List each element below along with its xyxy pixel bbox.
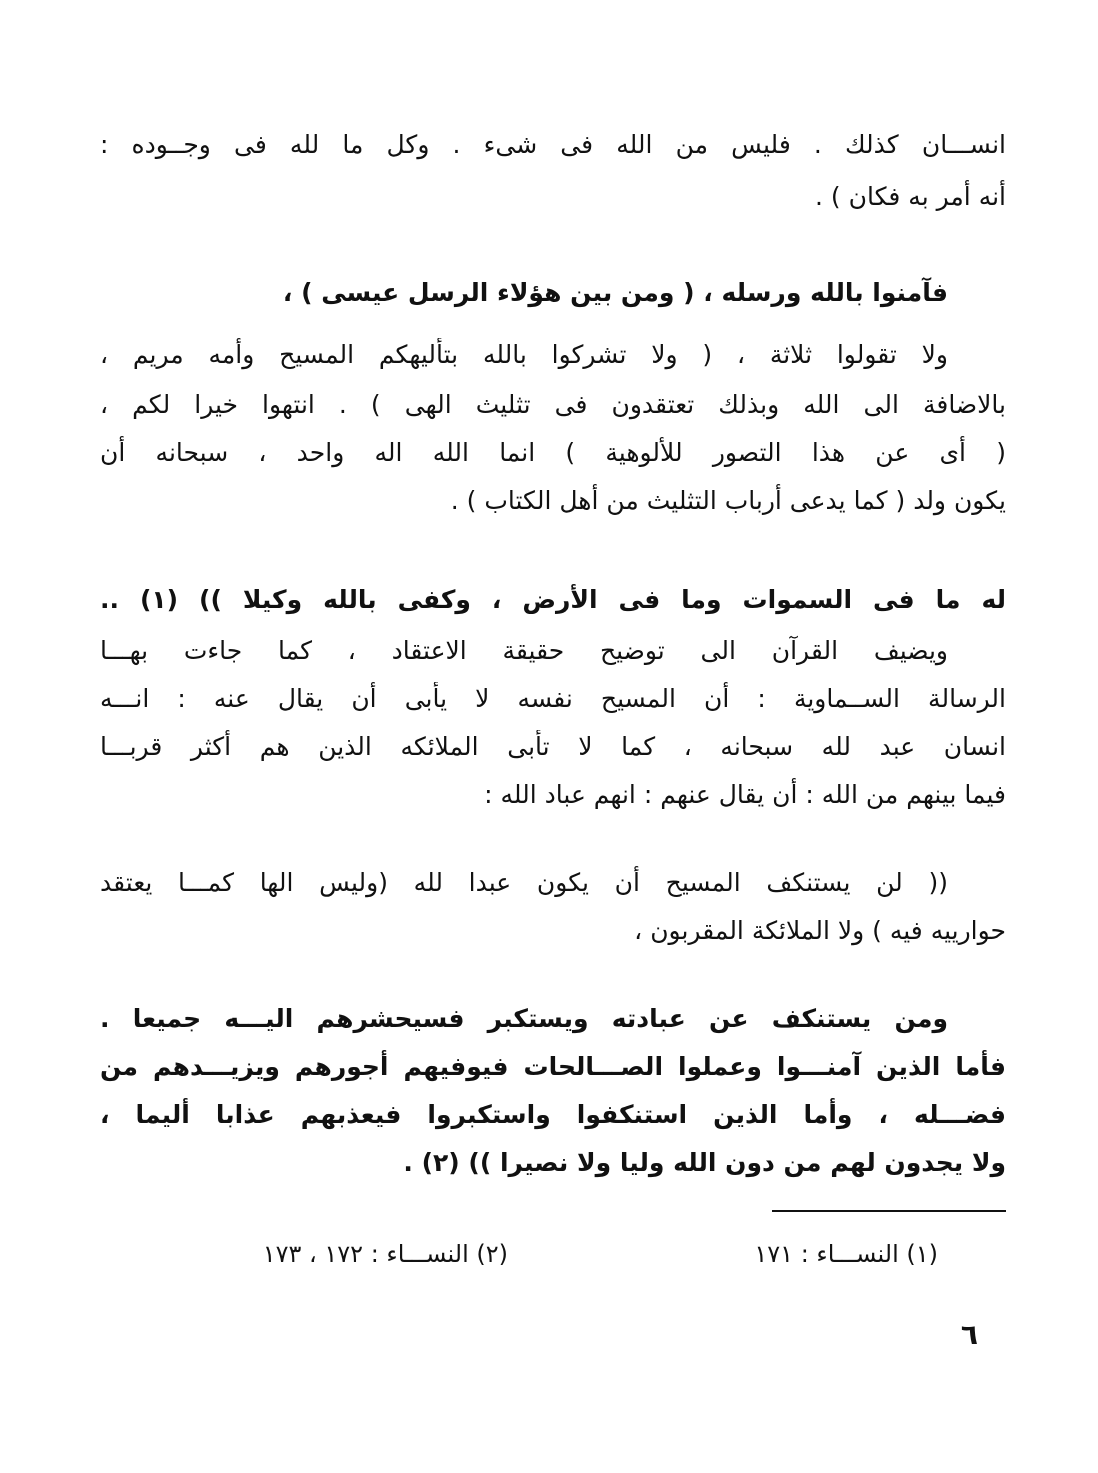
quran-verse-line: (( لن يستنكف المسيح أن يكون عبدا لله (وليس الها كمـــا يعتقد xyxy=(100,868,948,897)
footnote-2: (٢) النســـاء : ١٧٢ ، ١٧٣ xyxy=(262,1240,508,1268)
quran-verse-line: فضـــله ، وأما الذين استنكفوا واستكبروا فيعذبهم عذابا أليما ، xyxy=(100,1100,1006,1129)
page-number: ٦ xyxy=(960,1318,978,1351)
quran-verse-line: له ما فى السموات وما فى الأرض ، وكفى بالله وكيلا )) (١) .. xyxy=(100,585,1006,614)
text-line: انســـان كذلك . فليس من الله فى شىء . وكل ما لله فى وجــوده : xyxy=(100,130,1006,159)
quran-verse-line: فآمنوا بالله ورسله ، ( ومن بين هؤلاء الرسل عيسى ) ، xyxy=(282,278,948,307)
text-line: أنه أمر به فكان ) . xyxy=(815,182,1006,211)
footnote-divider xyxy=(772,1210,1006,1212)
text-line: ويضيف القرآن الى توضيح حقيقة الاعتقاد ، كما جاءت بهـــا xyxy=(100,636,948,665)
quran-verse-line: فأما الذين آمنـــوا وعملوا الصـــالحات فيوفيهم أجورهم ويزيـــدهم من xyxy=(100,1052,1006,1081)
quran-verse-line: ولا يجدون لهم من دون الله وليا ولا نصيرا )) (٢) . xyxy=(403,1148,1006,1177)
text-line: بالاضافة الى الله وبذلك تعتقدون فى تثليث الهى ) . انتهوا خيرا لكم ، xyxy=(100,390,1006,419)
quran-verse-line: حوارييه فيه ) ولا الملائكة المقربون ، xyxy=(634,916,1006,945)
quran-verse-line: ومن يستنكف عن عبادته ويستكبر فسيحشرهم اليـــه جميعا . xyxy=(100,1004,948,1033)
text-line: انسان عبد لله سبحانه ، كما لا تأبى الملائكه الذين هم أكثر قربـــا xyxy=(100,732,1006,761)
quran-verse-line: ولا تقولوا ثلاثة ، ( ولا تشركوا بالله بتأليهكم المسيح وأمه مريم ، xyxy=(100,340,948,369)
text-line: فيما بينهم من الله : أن يقال عنهم : انهم عباد الله : xyxy=(484,780,1006,809)
text-line: ( أى عن هذا التصور للألوهية ) انما الله اله واحد ، سبحانه أن xyxy=(100,438,1006,467)
footnote-1: (١) النســـاء : ١٧١ xyxy=(754,1240,938,1268)
text-line: الرسالة الســماوية : أن المسيح نفسه لا يأبى أن يقال عنه : انـــه xyxy=(100,684,1006,713)
text-line: يكون ولد ( كما يدعى أرباب التثليث من أهل الكتاب ) . xyxy=(450,486,1006,515)
